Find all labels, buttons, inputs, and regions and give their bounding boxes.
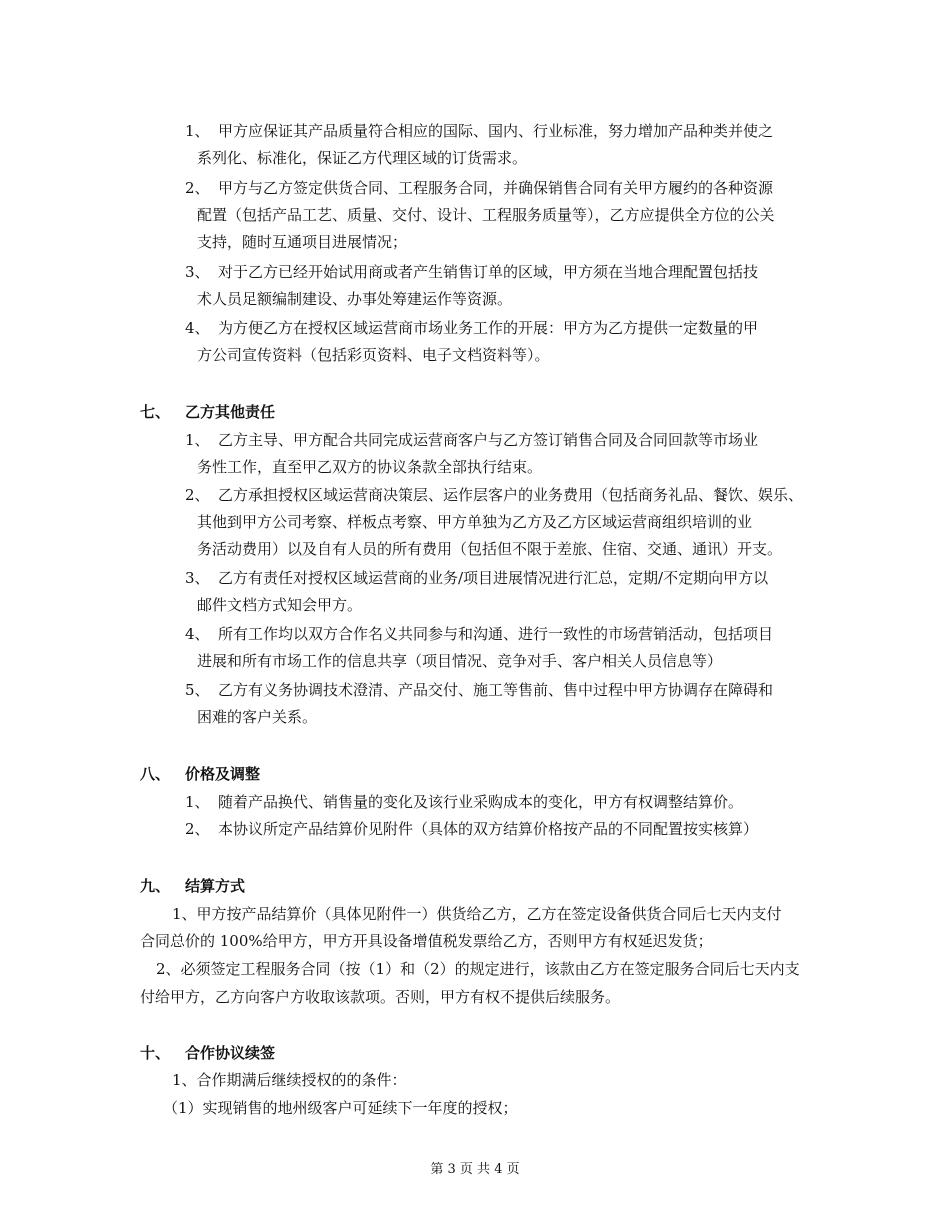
item-text: 务性工作，直至甲乙双方的协议条款全部执行结束。 <box>197 458 543 476</box>
section-number: 九、 <box>140 877 171 895</box>
item-text: 随着产品换代、销售量的变化及该行业采购成本的变化，甲方有权调整结算价。 <box>218 793 744 811</box>
item-text: 乙方主导、甲方配合共同完成运营商客户与乙方签订销售合同及合同回款等市场业 <box>218 431 759 449</box>
item-number: 5、 <box>185 681 210 699</box>
item-text: 方公司宣传资料（包括彩页资料、电子文档资料等）。 <box>197 346 550 364</box>
item-text: 甲方应保证其产品质量符合相应的国际、国内、行业标准，努力增加产品种类并使之 <box>218 122 774 140</box>
item-text: 支持，随时互通项目进展情况； <box>197 233 408 251</box>
section-number: 十、 <box>140 1044 171 1062</box>
item-number: 1、 <box>185 793 210 811</box>
section-title: 价格及调整 <box>185 765 261 783</box>
section-title: 合作协议续签 <box>185 1044 276 1062</box>
item-text: 配置（包括产品工艺、质量、交付、设计、工程服务质量等），乙方应提供全方位的公关 <box>197 206 775 224</box>
item-text: 乙方承担授权区域运营商决策层、运作层客户的业务费用（包括商务礼品、餐饮、娱乐、 <box>218 486 804 504</box>
item-text: 困难的客户关系。 <box>197 708 318 726</box>
paragraph-line: （1）实现销售的地州级客户可延续下一年度的授权； <box>163 1099 518 1117</box>
item-text: 本协议所定产品结算价见附件（具体的双方结算价格按产品的不同配置按实核算） <box>218 820 759 838</box>
item-text: 为方便乙方在授权区域运营商市场业务工作的开展：甲方为乙方提供一定数量的甲 <box>218 319 759 337</box>
page-footer: 第 3 页 共 4 页 <box>430 1162 520 1177</box>
section-title: 结算方式 <box>185 877 246 895</box>
item-number: 2、 <box>185 179 210 197</box>
item-text: 进展和所有市场工作的信息共享（项目情况、竞争对手、客户相关人员信息等） <box>197 652 723 670</box>
item-text: 务活动费用）以及自有人员的所有费用（包括但不限于差旅、住宿、交通、通讯）开支。 <box>197 540 783 558</box>
item-number: 4、 <box>185 319 210 337</box>
section-title: 乙方其他责任 <box>185 403 276 421</box>
item-text: 系列化、标准化，保证乙方代理区域的订货需求。 <box>197 149 528 167</box>
paragraph-line: 付给甲方，乙方向客户方收取该款项。否则，甲方有权不提供后续服务。 <box>140 988 621 1006</box>
item-text: 对于乙方已经开始试用商或者产生销售订单的区域，甲方须在当地合理配置包括技 <box>218 263 759 281</box>
paragraph-line: 合同总价的 100%给甲方，甲方开具设备增值税发票给乙方，否则甲方有权延迟发货； <box>140 932 713 950</box>
item-text: 乙方有义务协调技术澄清、产品交付、施工等售前、售中过程中甲方协调存在障碍和 <box>218 681 774 699</box>
item-text: 邮件文档方式知会甲方。 <box>197 596 363 614</box>
item-number: 2、 <box>185 820 210 838</box>
paragraph-line: 1、甲方按产品结算价（具体见附件一）供货给乙方，乙方在签定设备供货合同后七天内支付 <box>172 905 782 923</box>
item-text: 术人员足额编制建设、办事处筹建运作等资源。 <box>197 290 513 308</box>
paragraph-line: 2、必须签定工程服务合同（按（1）和（2）的规定进行，该款由乙方在签定服务合同后七天内支 <box>156 960 800 978</box>
item-text: 甲方与乙方签定供货合同、工程服务合同，并确保销售合同有关甲方履约的各种资源 <box>218 179 774 197</box>
item-text: 所有工作均以双方合作名义共同参与和沟通、进行一致性的市场营销活动，包括项目 <box>218 625 774 643</box>
section-number: 八、 <box>140 765 171 783</box>
item-number: 1、 <box>185 122 210 140</box>
item-number: 2、 <box>185 486 210 504</box>
item-number: 4、 <box>185 625 210 643</box>
item-number: 3、 <box>185 263 210 281</box>
item-number: 3、 <box>185 569 210 587</box>
paragraph-line: 1、合作期满后继续授权的的条件： <box>172 1071 407 1089</box>
item-text: 其他到甲方公司考察、样板点考察、甲方单独为乙方及乙方区域运营商组织培训的业 <box>197 513 753 531</box>
section-number: 七、 <box>140 403 171 421</box>
item-text: 乙方有责任对授权区域运营商的业务/项目进展情况进行汇总，定期/不定期向甲方以 <box>218 569 769 587</box>
item-number: 1、 <box>185 431 210 449</box>
